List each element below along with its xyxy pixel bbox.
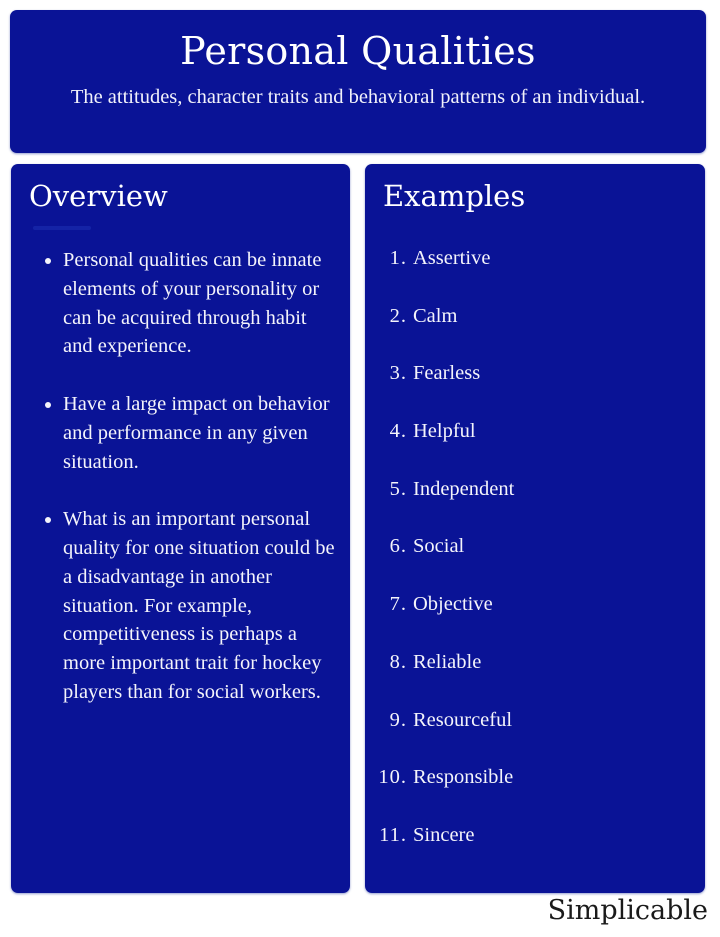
example-item xyxy=(377,532,697,590)
example-item xyxy=(377,244,697,302)
item-label: Fearless xyxy=(413,362,481,385)
bullet-text: Have a large impact on behavior and performance in any given situation. xyxy=(63,392,330,473)
bullet-icon xyxy=(45,517,51,523)
item-number: 5. xyxy=(389,477,407,500)
example-item xyxy=(377,706,697,764)
overview-bullet xyxy=(41,390,341,476)
example-item xyxy=(377,763,697,821)
overview-title: Overview xyxy=(29,179,168,213)
example-item xyxy=(377,821,697,879)
overview-panel xyxy=(11,164,350,893)
example-item xyxy=(377,475,697,533)
item-label: Helpful xyxy=(413,420,476,443)
examples-panel xyxy=(365,164,705,893)
item-label: Objective xyxy=(413,593,493,616)
item-number: 2. xyxy=(389,304,407,327)
examples-title: Examples xyxy=(383,179,526,213)
page-subtitle: The attitudes, character traits and behavioral patterns of an individual. xyxy=(70,86,646,108)
item-label: Resourceful xyxy=(413,708,513,731)
example-item xyxy=(377,359,697,417)
item-label: Assertive xyxy=(413,247,491,269)
item-number: 10. xyxy=(378,766,407,789)
item-number: 6. xyxy=(389,535,407,558)
example-item xyxy=(377,302,697,360)
bullet-text: Personal qualities can be innate elements of your personality or can be acquired through habit and experience. xyxy=(63,249,322,358)
item-number: 11. xyxy=(379,823,407,846)
examples-list xyxy=(377,244,697,879)
item-number: 4. xyxy=(389,420,407,443)
title-underline xyxy=(33,226,91,230)
item-number: 9. xyxy=(389,708,407,731)
bullet-icon xyxy=(45,258,51,264)
item-label: Sincere xyxy=(413,823,475,846)
item-label: Independent xyxy=(413,477,515,500)
item-number: 8. xyxy=(389,650,407,673)
brand-logo-text: Simplicable xyxy=(547,895,708,926)
item-number: 7. xyxy=(389,593,407,616)
item-label: Reliable xyxy=(413,650,482,673)
item-label: Responsible xyxy=(413,766,514,789)
page-title: Personal Qualities xyxy=(180,29,536,73)
header-panel xyxy=(10,10,706,153)
example-item xyxy=(377,648,697,706)
bullet-icon xyxy=(45,402,51,408)
bullet-text: What is an important personal quality for one situation could be a disadvantage in another situation. For example, competitiveness is perhaps a more important trait for hockey players than for social workers. xyxy=(63,508,335,703)
item-number: 3. xyxy=(389,362,407,385)
overview-bullet-list xyxy=(41,246,341,736)
overview-bullet xyxy=(41,505,341,707)
item-label: Calm xyxy=(413,304,458,327)
item-label: Social xyxy=(413,535,465,558)
example-item xyxy=(377,417,697,475)
example-item xyxy=(377,590,697,648)
item-number: 1. xyxy=(389,247,407,269)
overview-bullet xyxy=(41,246,341,361)
